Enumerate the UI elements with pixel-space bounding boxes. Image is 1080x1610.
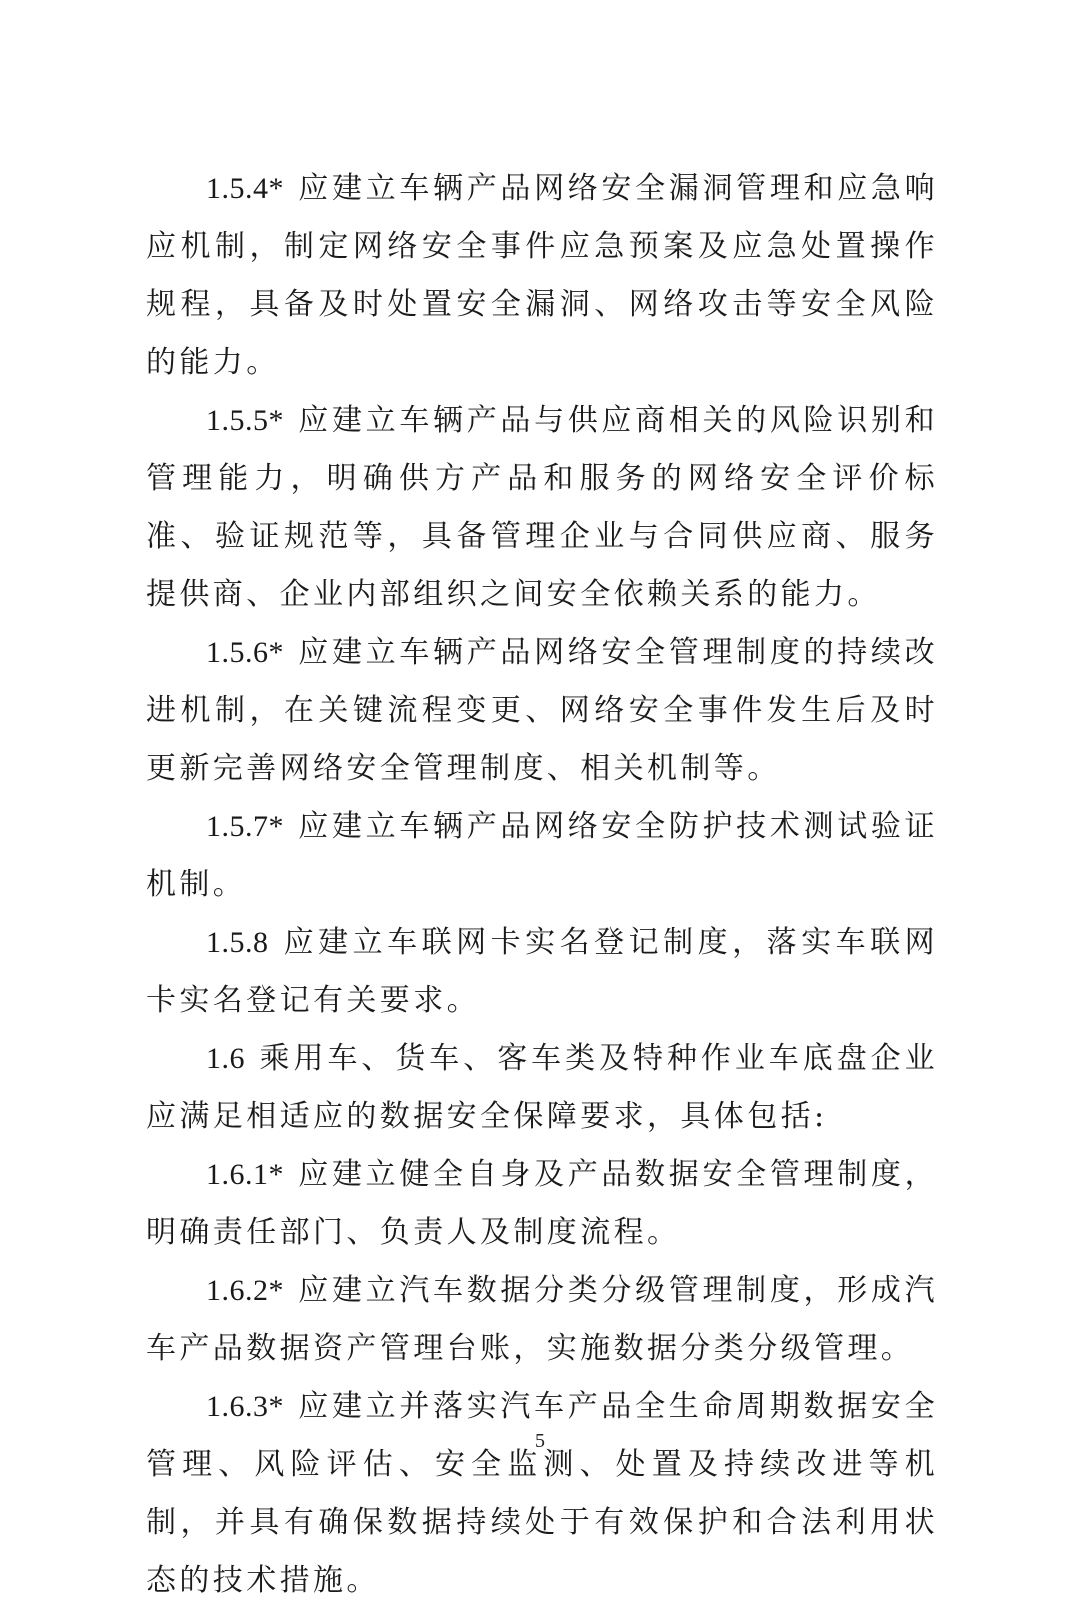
paragraph-1-6 (146, 1030, 938, 1146)
paragraph-1-6-1 (146, 1146, 938, 1262)
clause-text: 应建立车辆产品网络安全管理制度的持续改进机制，在关键流程变更、网络安全事件发生后及时更新完善网络安全管理制度、相关机制等。 (146, 635, 938, 786)
clause-text: 应建立健全自身及产品数据安全管理制度，明确责任部门、负责人及制度流程。 (146, 1157, 938, 1250)
paragraph-1-5-6 (146, 624, 938, 798)
clause-number: 1.6.1* (206, 1158, 284, 1191)
paragraph-1-5-8 (146, 914, 938, 1030)
paragraph-1-6-3 (146, 1378, 938, 1610)
clause-text: 应建立车辆产品网络安全漏洞管理和应急响应机制，制定网络安全事件应急预案及应急处置操作规程，具备及时处置安全漏洞、网络攻击等安全风险的能力。 (146, 171, 938, 380)
clause-text: 应建立车辆产品网络安全防护技术测试验证机制。 (146, 809, 938, 902)
clause-number: 1.5.8 (206, 926, 269, 959)
clause-number: 1.5.5* (206, 404, 284, 437)
clause-text: 应建立汽车数据分类分级管理制度，形成汽车产品数据资产管理台账，实施数据分类分级管理。 (146, 1273, 938, 1366)
paragraph-1-5-7 (146, 798, 938, 914)
page-number: 5 (535, 1430, 545, 1452)
clause-text: 应建立车辆产品与供应商相关的风险识别和管理能力，明确供方产品和服务的网络安全评价标准、验证规范等，具备管理企业与合同供应商、服务提供商、企业内部组织之间安全依赖关系的能力。 (146, 403, 938, 612)
clause-text: 应建立并落实汽车产品全生命周期数据安全管理、风险评估、安全监测、处置及持续改进等机制，并具有确保数据持续处于有效保护和合法利用状态的技术措施。 (146, 1389, 938, 1598)
clause-number: 1.6.3* (206, 1390, 284, 1423)
paragraph-1-5-5 (146, 392, 938, 624)
clause-number: 1.5.4* (206, 172, 284, 205)
clause-number: 1.5.7* (206, 810, 284, 843)
clause-text: 乘用车、货车、客车类及特种作业车底盘企业应满足相适应的数据安全保障要求，具体包括: (146, 1041, 938, 1134)
clause-number: 1.5.6* (206, 636, 284, 669)
clause-number: 1.6 (206, 1042, 245, 1075)
paragraph-1-5-4 (146, 160, 938, 392)
document-body (146, 160, 938, 1610)
clause-text: 应建立车联网卡实名登记制度，落实车联网卡实名登记有关要求。 (146, 925, 938, 1018)
clause-number: 1.6.2* (206, 1274, 284, 1307)
paragraph-1-6-2 (146, 1262, 938, 1378)
